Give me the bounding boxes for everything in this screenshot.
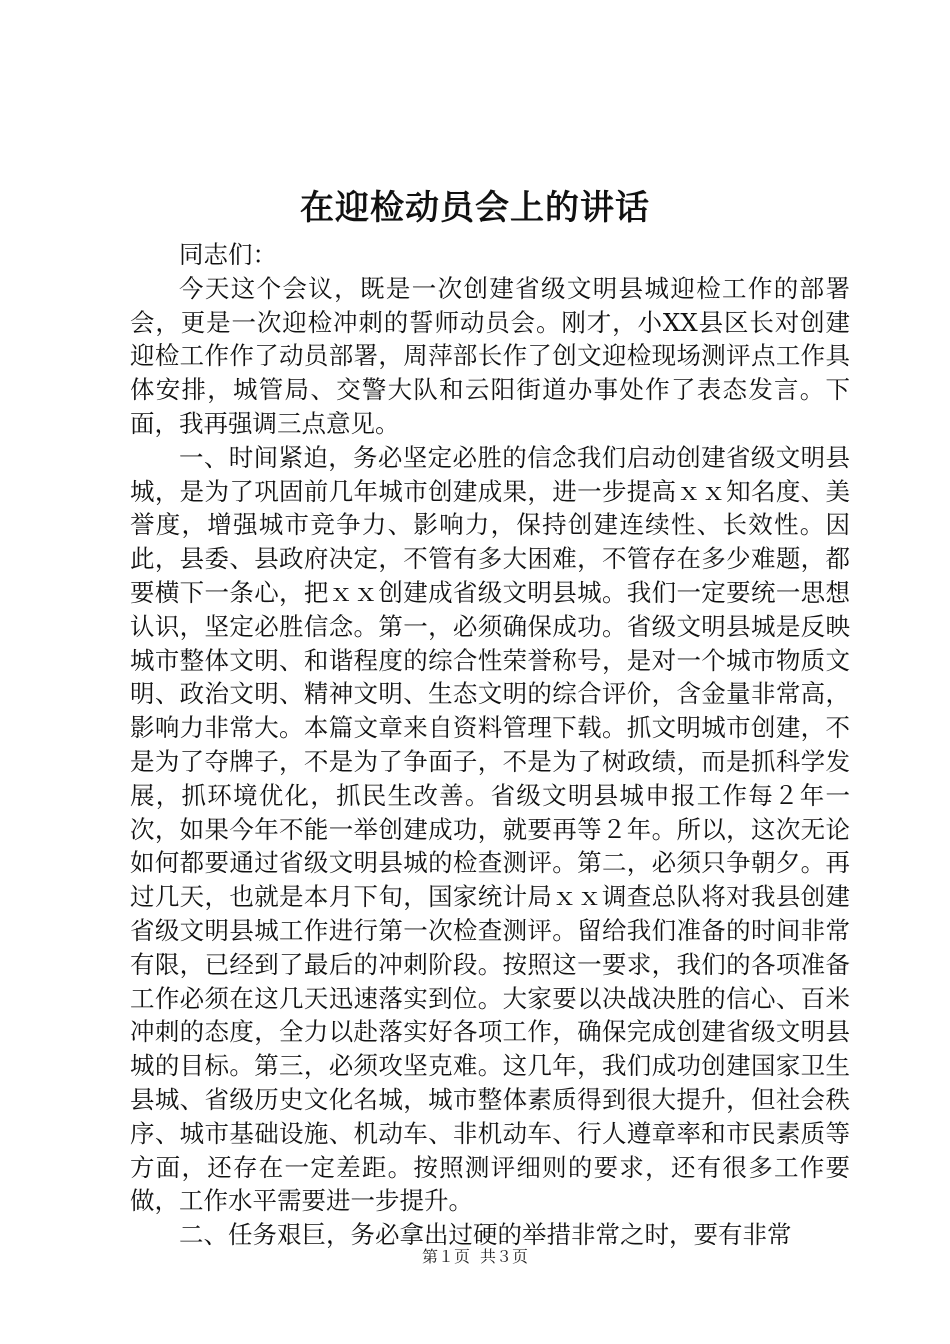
paragraph-section-one: 一、时间紧迫，务必坚定必胜的信念我们启动创建省级文明县城，是为了巩固前几年城市创建成果，进一步提高ｘｘ知名度、美誉度，增强城市竞争力、影响力，保持创建连续性、长效性。因此，县委、县政府决定，不管有多大困难，不管存在多少难题，都要横下一条心，把ｘｘ创建成省级文明县城。我们一定要统一思想认识，坚定必胜信念。第一，必须确保成功。省级文明县城是反映城市整体文明、和谐程度的综合性荣誉称号，是对一个城市物质文明、政治文明、精神文明、生态文明的综合评价，含金量非常高，影响力非常大。本篇文章来自资料管理下载。抓文明城市创建，不是为了夺牌子，不是为了争面子，不是为了树政绩，而是抓科学发展，抓环境优化，抓民生改善。省级文明县城申报工作每２年一次，如果今年不能一举创建成功，就要再等２年。所以，这次无论如何都要通过省级文明县城的检查测评。第二，必须只争朝夕。再过几天，也就是本月下旬，国家统计局ｘｘ调查总队将对我县创建省级文明县城工作进行第一次检查测评。留给我们准备的时间非常有限，已经到了最后的冲刺阶段。按照这一要求，我们的各项准备工作必须在这几天迅速落实到位。大家要以决战决胜的信心、百米冲刺的态度，全力以赴落实好各项工作，确保完成创建省级文明县城的目标。第三，必须攻坚克难。这几年，我们成功创建国家卫生县城、省级历史文化名城，城市整体素质得到很大提升，但社会秩序、城市基础设施、机动车、非机动车、行人遵章率和市民素质等方面，还存在一定差距。按照测评细则的要求，还有很多工作要做，工作水平需要进一步提升。 xyxy=(130,442,850,1216)
document-title: 在迎检动员会上的讲话 xyxy=(300,188,650,228)
paragraph-intro: 今天这个会议，既是一次创建省级文明县城迎检工作的部署会，更是一次迎检冲刺的誓师动员会。刚才，小XX县区长对创建迎检工作作了动员部署，周萍部长作了创文迎检现场测评点工作具体安排，城管局、交警大队和云阳街道办事处作了表态发言。下面，我再强调三点意见。 xyxy=(130,273,850,438)
page-footer xyxy=(0,1245,950,1269)
page-total: 共３页 xyxy=(480,1247,529,1266)
salutation: 同志们： xyxy=(179,240,277,269)
page-number: 第１页 xyxy=(421,1247,470,1266)
document-body xyxy=(130,238,850,1252)
paragraph-section-two: 二、任务艰巨，务必拿出过硬的举措非常之时，要有非常 xyxy=(179,1220,792,1250)
